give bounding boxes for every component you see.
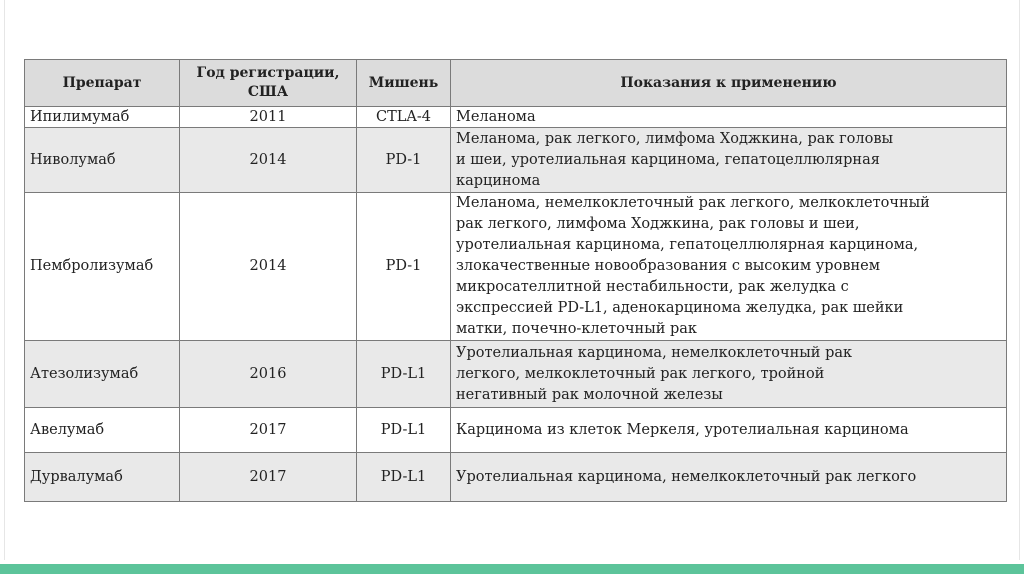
cell-indications: Меланома, немелкоклеточный рак легкого, мелкоклеточный рак легкого, лимфома Ходжкина, рак головы и шеи, уротелиальная карцинома, гепатоцеллюлярная карцинома, злокачественные новообразования с высоким уровнем микросателлитной нестабильности, рак желудка с экспрессией PD-L1, аденокарцинома желудка, рак шейки матки, почечно-клеточный рак	[451, 193, 1007, 341]
cell-year: 2017	[180, 453, 357, 502]
cell-target: CTLA-4	[357, 107, 451, 128]
cell-drug: Ниволумаб	[25, 128, 180, 193]
cell-target: PD-L1	[357, 408, 451, 453]
cell-indications: Меланома, рак легкого, лимфома Ходжкина, рак головы и шеи, уротелиальная карцинома, гепатоцеллюлярная карцинома	[451, 128, 1007, 193]
header-drug: Препарат	[25, 60, 180, 107]
table-row	[25, 408, 1007, 453]
cell-year: 2014	[180, 193, 357, 341]
cell-year: 2017	[180, 408, 357, 453]
cell-drug: Атезолизумаб	[25, 341, 180, 408]
slide-frame-left	[4, 0, 5, 560]
table-row	[25, 128, 1007, 193]
table-header-row	[25, 60, 1007, 107]
cell-year: 2014	[180, 128, 357, 193]
cell-target: PD-1	[357, 193, 451, 341]
cell-indications: Уротелиальная карцинома, немелкоклеточный рак легкого	[451, 453, 1007, 502]
cell-drug: Авелумаб	[25, 408, 180, 453]
cell-indications: Карцинома из клеток Меркеля, уротелиальная карцинома	[451, 408, 1007, 453]
cell-drug: Дурвалумаб	[25, 453, 180, 502]
table-row	[25, 107, 1007, 128]
cell-year: 2011	[180, 107, 357, 128]
header-target: Мишень	[357, 60, 451, 107]
slide-frame-right	[1019, 0, 1020, 560]
cell-target: PD-1	[357, 128, 451, 193]
table-row	[25, 453, 1007, 502]
table-row	[25, 341, 1007, 408]
table-row	[25, 193, 1007, 341]
cell-target: PD-L1	[357, 453, 451, 502]
cell-year: 2016	[180, 341, 357, 408]
cell-target: PD-L1	[357, 341, 451, 408]
slide-bottom-bar	[0, 564, 1024, 574]
cell-drug: Пембролизумаб	[25, 193, 180, 341]
cell-indications: Уротелиальная карцинома, немелкоклеточный рак легкого, мелкоклеточный рак легкого, тройной негативный рак молочной железы	[451, 341, 1007, 408]
cell-drug: Ипилимумаб	[25, 107, 180, 128]
header-indications: Показания к применению	[451, 60, 1007, 107]
header-year: Год регистрации, США	[180, 60, 357, 107]
checkpoint-inhibitors-table	[24, 59, 1007, 502]
cell-indications: Меланома	[451, 107, 1007, 128]
